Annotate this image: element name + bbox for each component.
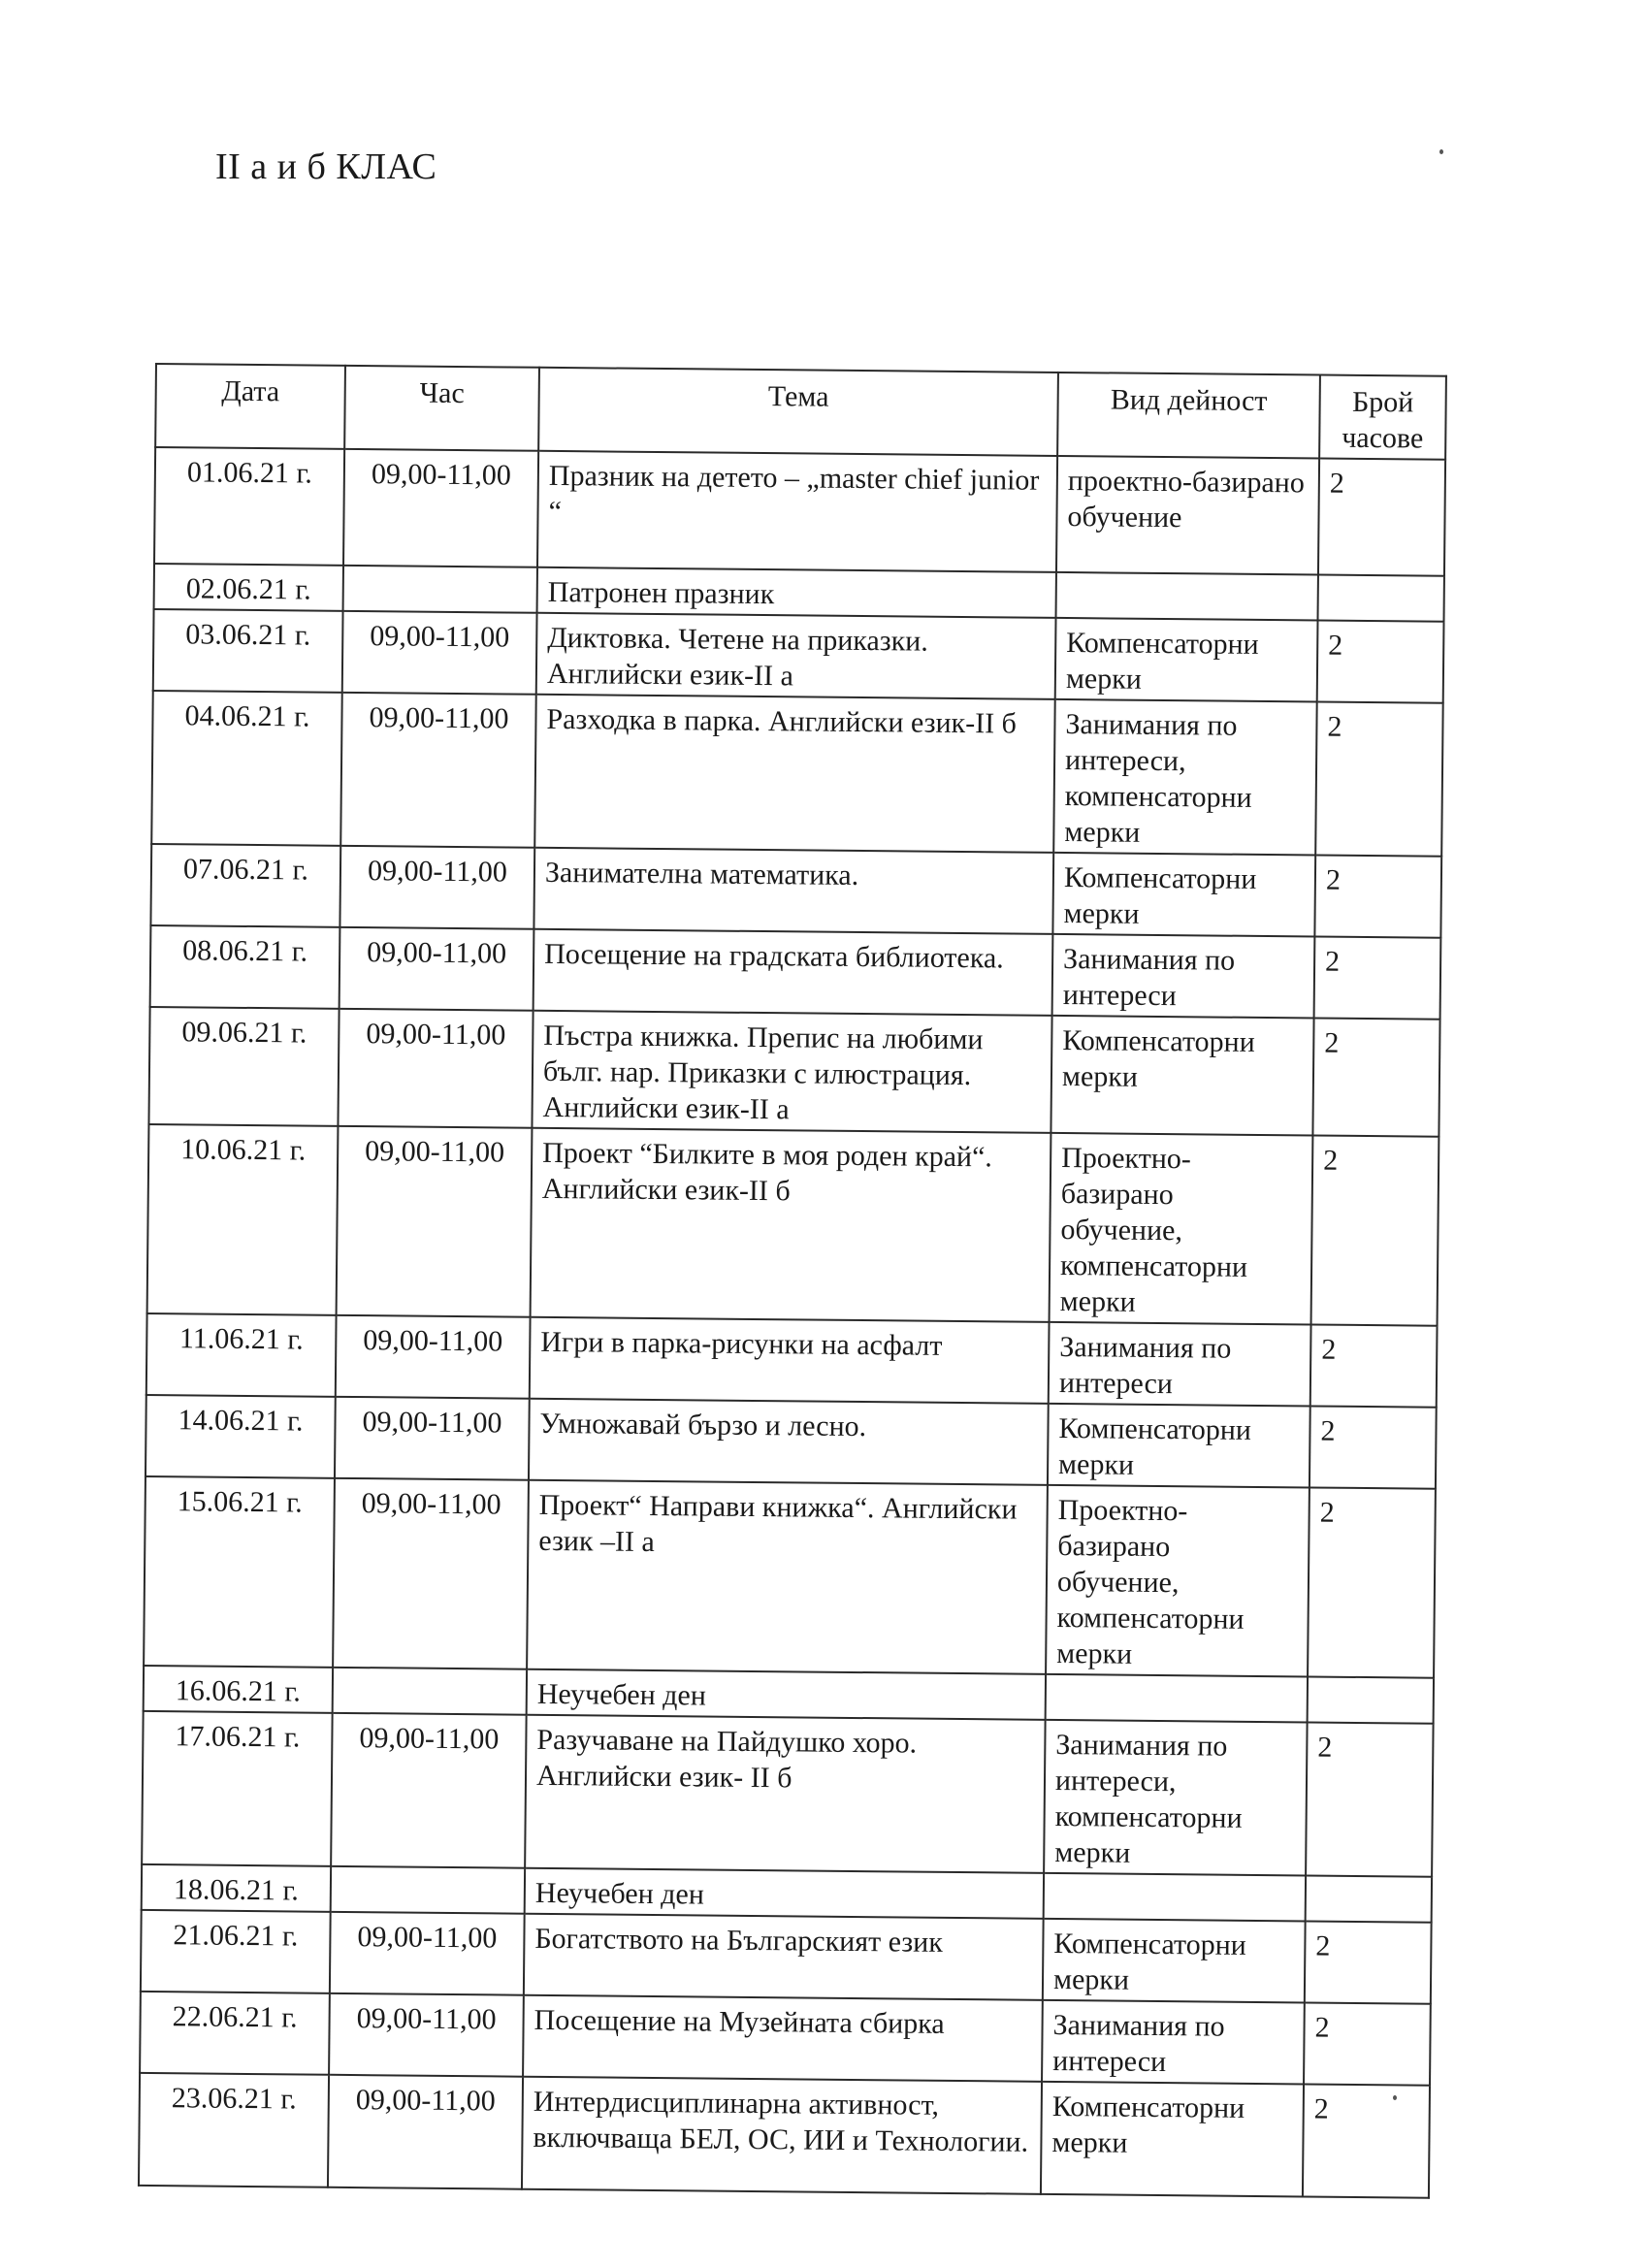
header-hours: Брой часове: [1319, 375, 1446, 460]
cell-time: 09,00-11,00: [335, 1397, 530, 1480]
cell-date: 09.06.21 г.: [148, 1007, 339, 1126]
cell-date: 15.06.21 г.: [144, 1476, 335, 1668]
cell-date: 16.06.21 г.: [144, 1666, 333, 1713]
cell-topic: Празник на детето – „master chief junior “: [537, 451, 1057, 572]
cell-time: 09,00-11,00: [340, 693, 536, 848]
cell-kind: Компенсаторни мерки: [1051, 1016, 1313, 1136]
cell-topic: Умножавай бързо и лесно.: [529, 1399, 1049, 1485]
cell-topic: Неучебен ден: [525, 1868, 1044, 1919]
cell-kind: Проектно-базирано обучение, компенсаторни мерки: [1046, 1485, 1310, 1677]
cell-kind: Занимания по интереси, компенсаторни мерки: [1053, 699, 1317, 856]
cell-kind: [1056, 572, 1318, 621]
cell-hours: 2: [1317, 621, 1444, 703]
cell-date: 14.06.21 г.: [146, 1395, 336, 1478]
cell-kind: Компенсаторни мерки: [1048, 1404, 1310, 1488]
table-row: [142, 1711, 1433, 1877]
cell-kind: Компенсаторни мерки: [1052, 853, 1315, 937]
cell-time: 09,00-11,00: [342, 611, 537, 695]
cell-date: 17.06.21 г.: [142, 1711, 333, 1866]
cell-kind: Компенсаторни мерки: [1055, 618, 1318, 702]
cell-hours: 2: [1303, 2084, 1430, 2197]
cell-date: 01.06.21 г.: [154, 447, 344, 566]
cell-hours: 2: [1315, 702, 1443, 857]
cell-hours: 2: [1310, 1406, 1437, 1488]
cell-time: 09,00-11,00: [328, 2075, 523, 2189]
cell-hours: [1308, 1676, 1434, 1723]
table-row: [144, 1476, 1436, 1678]
cell-hours: [1306, 1875, 1432, 1922]
cell-topic: Пъстра книжка. Препис на любими бълг. нар. Приказки с илюстрация. Английски език-II а: [532, 1011, 1051, 1133]
cell-hours: 2: [1308, 1487, 1436, 1677]
cell-topic: Проект“ Направи книжка“. Английски език –II а: [527, 1480, 1048, 1674]
cell-date: 18.06.21 г.: [142, 1864, 331, 1912]
cell-topic: Посещение на Музейната сбирка: [523, 1995, 1043, 2082]
cell-time: 09,00-11,00: [331, 1713, 527, 1868]
cell-time: 09,00-11,00: [340, 927, 534, 1011]
cell-topic: Занимателна математика.: [534, 848, 1053, 934]
cell-date: 07.06.21 г.: [150, 844, 340, 927]
header-topic: Тема: [538, 368, 1058, 456]
cell-hours: 2: [1304, 2002, 1431, 2085]
table-row: [141, 1910, 1432, 2004]
cell-date: 04.06.21 г.: [151, 691, 342, 846]
cell-date: 10.06.21 г.: [147, 1124, 339, 1315]
table-row: [146, 1313, 1438, 1408]
cell-time: 09,00-11,00: [329, 1993, 524, 2077]
cell-kind: Занимания по интереси: [1049, 1322, 1311, 1407]
cell-topic: Посещение на градската библиотека.: [534, 929, 1053, 1016]
cell-kind: Компенсаторни мерки: [1041, 2082, 1304, 2197]
cell-hours: 2: [1310, 1324, 1438, 1407]
cell-time: [331, 1866, 525, 1914]
cell-kind: Занимания по интереси, компенсаторни мерки: [1044, 1720, 1308, 1876]
cell-topic: Игри в парка-рисунки на асфалт: [530, 1317, 1050, 1404]
cell-kind: [1044, 1873, 1306, 1922]
cell-kind: [1046, 1674, 1308, 1723]
cell-kind: проектно-базирано обучение: [1056, 456, 1319, 575]
cell-hours: 2: [1312, 1018, 1439, 1136]
cell-date: 08.06.21 г.: [150, 925, 340, 1009]
cell-topic: Интердисциплинарна активност, включваща БЕЛ, ОС, ИИ и Технологии.: [522, 2077, 1042, 2194]
table-row: [146, 1395, 1437, 1489]
cell-topic: Неучебен ден: [527, 1669, 1046, 1720]
cell-topic: Проект “Билките в моя роден край“. Английски език-II б: [531, 1128, 1051, 1322]
cell-hours: 2: [1314, 856, 1441, 938]
cell-kind: Проектно-базирано обучение, компенсаторни мерки: [1050, 1133, 1313, 1325]
cell-hours: 2: [1314, 937, 1441, 1020]
cell-topic: Разходка в парка. Английски език-II б: [534, 695, 1054, 853]
cell-topic: Патронен празник: [537, 567, 1056, 618]
page-title: II а и б КЛАС: [215, 146, 437, 187]
cell-time: 09,00-11,00: [340, 846, 534, 929]
cell-date: 23.06.21 г.: [139, 2073, 329, 2187]
cell-date: 03.06.21 г.: [153, 609, 343, 693]
cell-hours: 2: [1311, 1135, 1439, 1325]
cell-hours: 2: [1306, 1722, 1434, 1876]
cell-kind: Занимания по интереси: [1042, 2000, 1305, 2085]
cell-kind: Занимания по интереси: [1052, 934, 1315, 1019]
header-kind: Вид дейност: [1057, 373, 1320, 459]
cell-time: 09,00-11,00: [336, 1315, 531, 1399]
cell-time: 09,00-11,00: [343, 449, 538, 567]
table-row: [148, 1007, 1439, 1137]
cell-topic: Диктовка. Четене на приказки. Английски език-II а: [536, 613, 1056, 699]
cell-date: 22.06.21 г.: [140, 1992, 330, 2075]
cell-hours: 2: [1305, 1921, 1432, 2003]
cell-time: 09,00-11,00: [333, 1478, 529, 1669]
table-row: [151, 691, 1442, 857]
table-row: [147, 1124, 1439, 1326]
cell-hours: [1318, 575, 1444, 622]
table-row: [150, 925, 1441, 1020]
scan-speck: [1439, 149, 1443, 154]
cell-date: 02.06.21 г.: [154, 564, 343, 611]
cell-time: [343, 566, 537, 613]
cell-time: [333, 1668, 527, 1715]
table-row: [154, 447, 1445, 576]
schedule-table: [138, 363, 1447, 2199]
table-row: [140, 1992, 1431, 2086]
cell-time: 09,00-11,00: [338, 1009, 533, 1128]
table-row: [150, 844, 1441, 938]
header-time: Час: [344, 366, 539, 451]
cell-topic: Разучаване на Пайдушко хоро. Английски език- II б: [525, 1715, 1045, 1873]
table-row: [139, 2073, 1430, 2198]
cell-hours: 2: [1318, 459, 1445, 576]
cell-time: 09,00-11,00: [337, 1126, 533, 1317]
header-date: Дата: [155, 364, 345, 449]
table-header-row: [155, 364, 1446, 460]
table-row: [153, 609, 1444, 703]
cell-topic: Богатството на Българският език: [524, 1914, 1044, 2000]
cell-date: 11.06.21 г.: [146, 1313, 337, 1397]
cell-date: 21.06.21 г.: [141, 1910, 331, 1993]
cell-time: 09,00-11,00: [330, 1912, 525, 1995]
cell-kind: Компенсаторни мерки: [1043, 1919, 1306, 2003]
